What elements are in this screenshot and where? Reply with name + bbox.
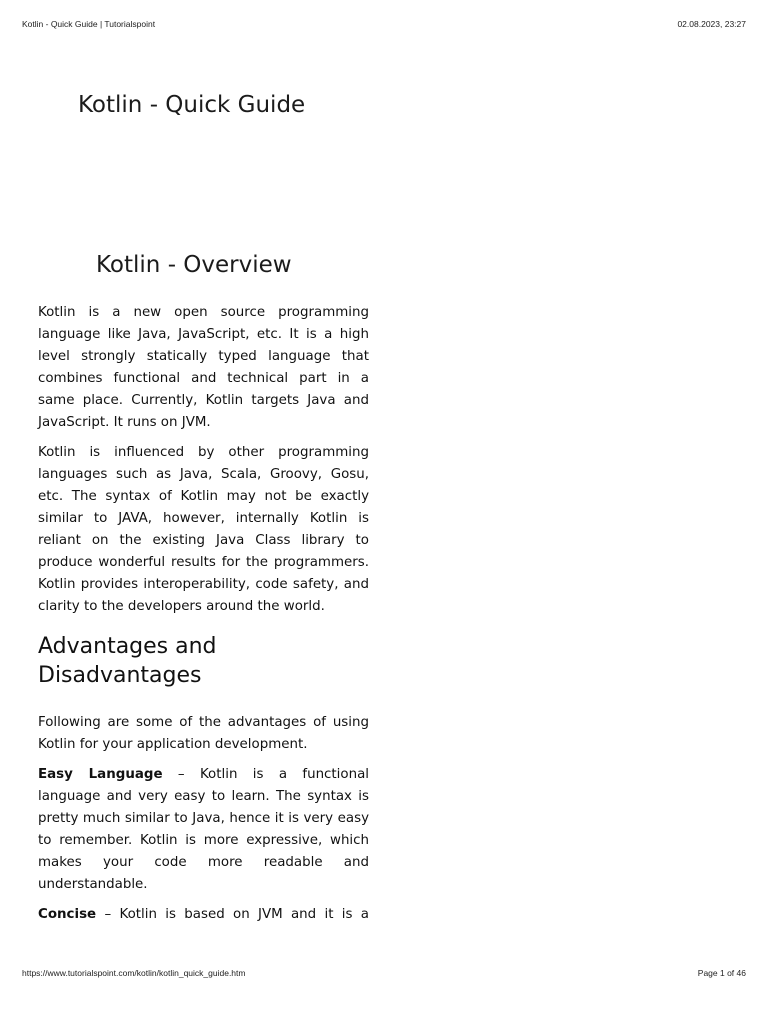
header-timestamp: 02.08.2023, 23:27 [677, 19, 746, 29]
advantages-heading-line-1: Advantages and [38, 634, 217, 659]
advantage-term: Easy Language [38, 767, 163, 782]
document-title: Kotlin - Quick Guide [78, 92, 306, 118]
overview-paragraph-2: Kotlin is influenced by other programming languages such as Java, Scala, Groovy, Gosu, etc. The syntax of Kotlin may not be exactly similar to JAVA, however, internally Kotlin is reliant on the existing Java Class library to produce wonderful results for the programmers. Kotlin provides interoperability, code safety, and clarity to the developers around the world. [38, 445, 369, 614]
document-body [38, 302, 369, 934]
advantage-description: – Kotlin is based on JVM and it is a [96, 907, 369, 922]
header-page-title: Kotlin - Quick Guide | Tutorialspoint [22, 19, 156, 29]
advantages-heading-line-2: Disadvantages [38, 663, 202, 688]
print-footer [22, 968, 746, 978]
print-header [22, 19, 746, 29]
advantages-intro: Following are some of the advantages of using Kotlin for your application development. [38, 715, 369, 752]
section-title: Kotlin - Overview [96, 252, 292, 278]
advantage-concise [38, 904, 369, 926]
footer-page-number: Page 1 of 46 [697, 968, 746, 978]
advantage-easy-language [38, 764, 369, 896]
footer-url: https://www.tutorialspoint.com/kotlin/kotlin_quick_guide.htm [22, 968, 246, 978]
advantage-description: – Kotlin is a functional language and very easy to learn. The syntax is pretty much similar to Java, hence it is very easy to remember. Kotlin is more expressive, which makes your code more readable and understandable. [38, 767, 369, 892]
overview-paragraph-1: Kotlin is a new open source programming language like Java, JavaScript, etc. It is a high level strongly statically typed language that combines functional and technical part in a same place. Currently, Kotlin targets Java and JavaScript. It runs on JVM. [38, 305, 369, 430]
advantage-term: Concise [38, 907, 97, 922]
advantages-heading [38, 632, 369, 690]
